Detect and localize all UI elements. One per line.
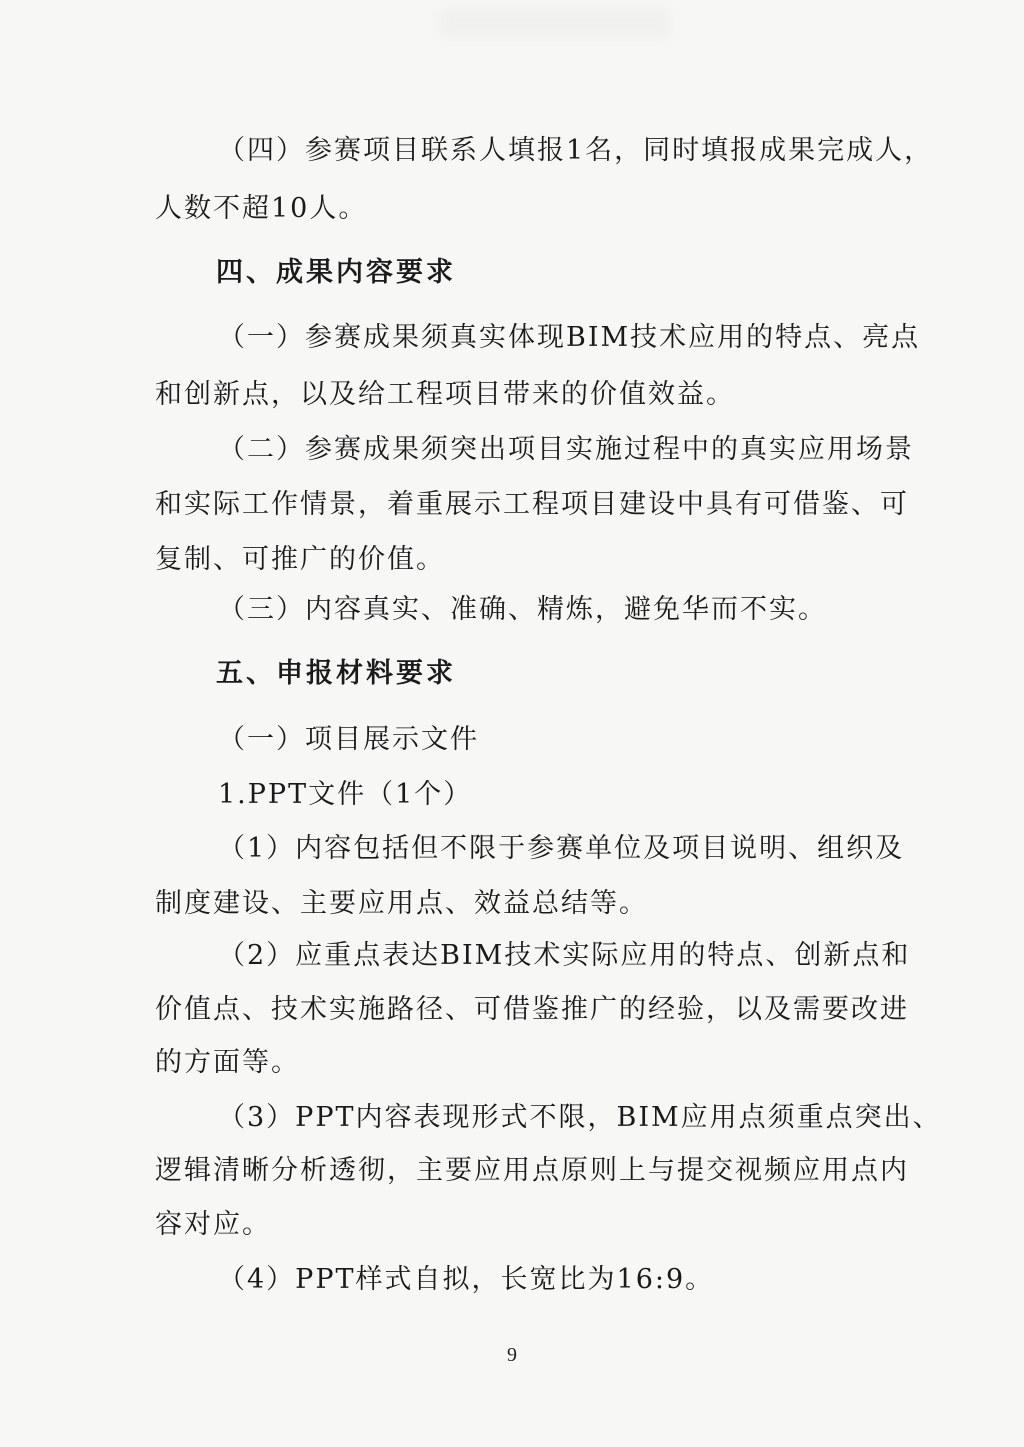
paragraph-line: （2）应重点表达BIM技术实际应用的特点、创新点和 [218,940,911,971]
paragraph-line: （1）内容包括但不限于参赛单位及项目说明、组织及 [218,833,905,864]
paragraph-line: 制度建设、主要应用点、效益总结等。 [155,888,648,919]
paragraph-line: （二）参赛成果须突出项目实施过程中的真实应用场景 [218,434,914,465]
paragraph-line: 和实际工作情景，着重展示工程项目建设中具有可借鉴、可 [155,489,909,520]
item-heading: 1.PPT文件（1个） [218,779,473,810]
paragraph-line: （一）参赛成果须真实体现BIM技术应用的特点、亮点 [218,322,921,353]
paragraph-line: 逻辑清晰分析透彻，主要应用点原则上与提交视频应用点内 [155,1155,909,1186]
paragraph-line: 和创新点，以及给工程项目带来的价值效益。 [155,379,735,410]
paragraph-line: （四）参赛项目联系人填报1名，同时填报成果完成人， [218,135,934,166]
paragraph-line: 价值点、技术实施路径、可借鉴推广的经验，以及需要改进 [155,994,909,1025]
paragraph-line: （4）PPT样式自拟，长宽比为16:9。 [218,1264,715,1295]
section-heading: 五、申报材料要求 [216,658,456,689]
paragraph-line: （3）PPT内容表现形式不限，BIM应用点须重点突出、 [218,1102,942,1133]
paragraph-line: （三）内容真实、准确、精炼，避免华而不实。 [218,594,827,625]
paragraph-line: 人数不超10人。 [155,193,368,224]
page-number: 9 [507,1344,517,1366]
subsection-heading: （一）项目展示文件 [218,724,479,755]
section-heading: 四、成果内容要求 [216,257,456,288]
bleed-through-smudge [440,8,670,38]
paragraph-line: 的方面等。 [155,1047,300,1078]
paragraph-line: 容对应。 [155,1209,271,1240]
paragraph-line: 复制、可推广的价值。 [155,544,445,575]
